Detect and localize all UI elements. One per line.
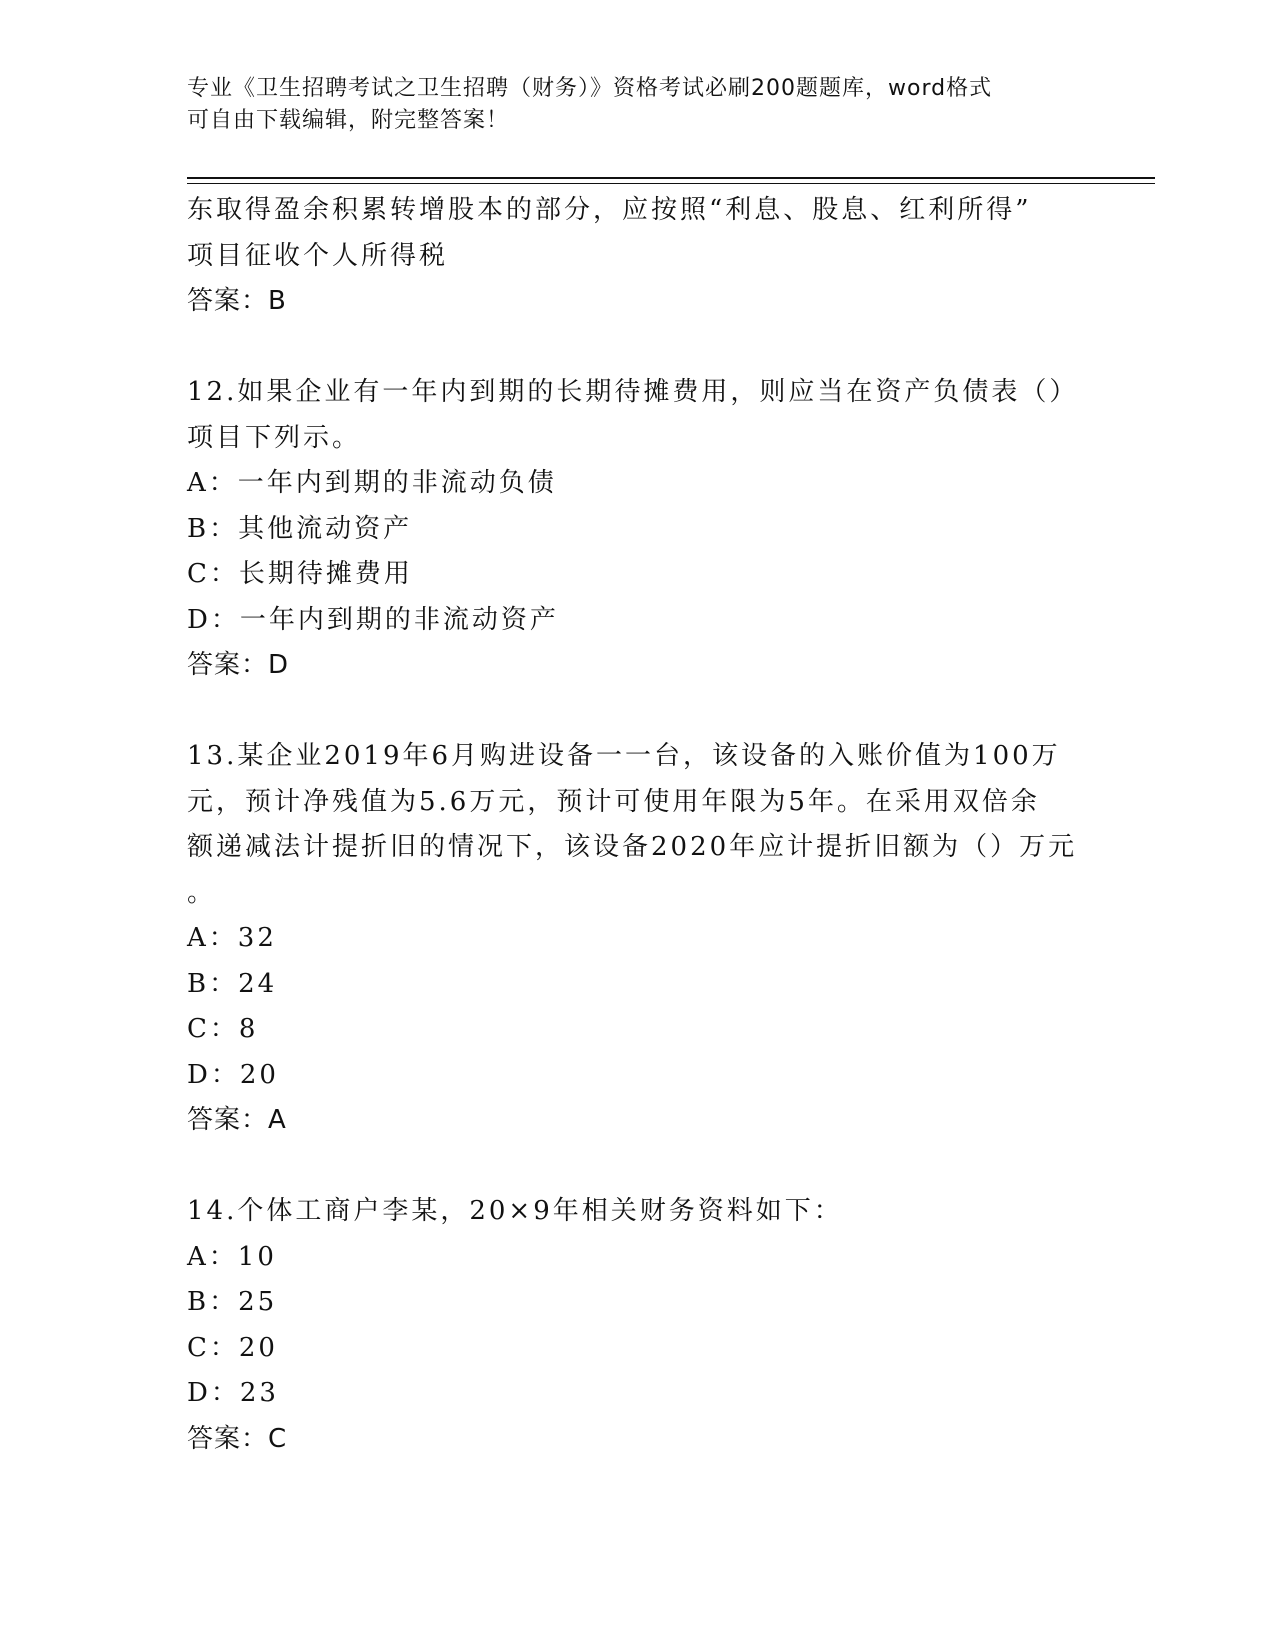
header-rule-thick [187,177,1155,179]
question-answer: 答案：A [187,1105,287,1135]
option-c: C：8 [187,1014,259,1044]
question-stem-line: 13.某企业2019年6月购进设备一一台，该设备的入账价值为100万 [187,741,1061,771]
intro-line: 东取得盈余积累转增股本的部分，应按照“利息、股息、红利所得” [187,195,1032,225]
document-body [187,188,1079,1462]
question-stem-line: 元，预计净残值为5.6万元，预计可使用年限为5年。在采用双倍余 [187,786,1040,817]
header-line-2: 可自由下载编辑，附完整答案！ [187,108,510,133]
document-header [187,73,1067,137]
option-c: C：长期待摊费用 [187,559,413,589]
question-12 [187,370,1079,689]
question-stem-line: 。 [187,877,217,908]
option-d: D：23 [187,1378,279,1408]
question-answer: 答案：D [187,650,290,680]
question-stem-line: 12.如果企业有一年内到期的长期待摊费用，则应当在资产负债表（） [187,377,1079,407]
intro-line: 项目征收个人所得税 [187,240,449,271]
question-stem-line: 项目下列示。 [187,422,362,453]
option-b: B：25 [187,1287,278,1317]
option-c: C：20 [187,1332,278,1363]
spacer [187,1144,1067,1190]
spacer [187,325,1067,371]
question-answer: 答案：C [187,1423,288,1454]
header-line-1: 专业《卫生招聘考试之卫生招聘（财务）》资格考试必刷200题题库，word格式 [187,76,993,101]
question-14 [187,1189,1067,1462]
option-a: A：一年内到期的非流动负债 [187,468,557,498]
question-stem-line: 14.个体工商户李某，20×9年相关财务资料如下： [187,1196,843,1226]
option-a: A：10 [187,1241,277,1272]
question-13 [187,734,1078,1144]
option-d: D：20 [187,1059,279,1090]
option-a: A：32 [187,923,277,953]
intro-block [187,188,1067,325]
option-b: B：24 [187,968,278,999]
option-b: B：其他流动资产 [187,513,413,544]
spacer [187,689,1067,735]
header-rule-thin [187,183,1155,184]
question-stem-line: 额递减法计提折旧的情况下，该设备2020年应计提折旧额为（）万元 [187,832,1078,862]
option-d: D：一年内到期的非流动资产 [187,604,559,635]
intro-answer: 答案：B [187,286,287,316]
